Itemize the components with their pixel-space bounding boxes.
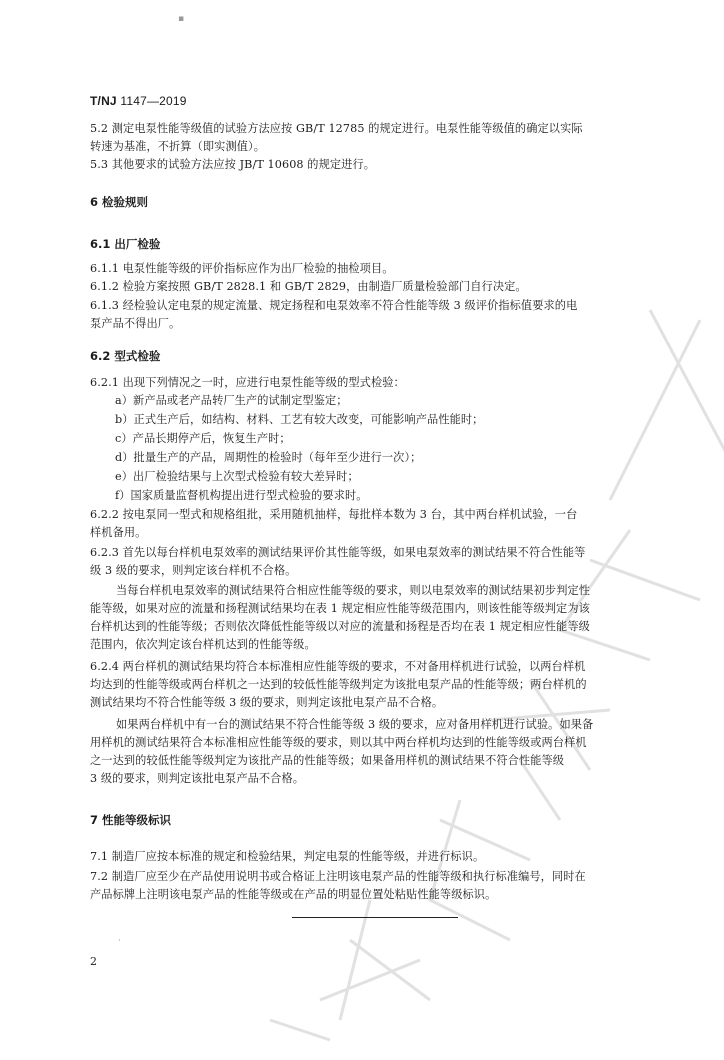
clause-7-2-line1: 7.2 制造厂应至少在产品使用说明书或合格证上注明该电泵产品的性能等级和执行标准编号，同时在 xyxy=(90,870,586,883)
scan-dot: · xyxy=(118,936,121,946)
list-item-a: a）新产品或老产品转厂生产的试制定型鉴定； xyxy=(115,394,348,407)
clause-6-2-3-line2: 级 3 级的要求，则判定该台样机不合格。 xyxy=(90,564,297,577)
list-item-d: d）批量生产的产品，周期性的检验时（每年至少进行一次）； xyxy=(115,451,422,464)
paragraph-2-line2: 用样机的测试结果符合本标准相应性能等级的要求，则以其中两台样机均达到的性能等级或两台样机 xyxy=(90,736,587,749)
list-item-c: c）产品长期停产后，恢复生产时； xyxy=(115,432,291,445)
clause-6-1-3-line1: 6.1.3 经检验认定电泵的规定流量、规定扬程和电泵效率不符合性能等级 3 级评价指标值要求的电 xyxy=(90,299,578,312)
section-6-heading: 6 检验规则 xyxy=(90,195,149,209)
paragraph-2-line3: 之一达到的较低性能等级判定为该批产品的性能等级；如果备用样机的测试结果不符合性能等级 xyxy=(90,754,565,767)
clause-6-1-1: 6.1.1 电泵性能等级的评价指标应作为出厂检验的抽检项目。 xyxy=(90,262,394,275)
paragraph-1-line3: 台样机达到的性能等级；否则依次降低性能等级以对应的流量和扬程是否均在表 1 规定相应性能等级 xyxy=(90,620,590,633)
clause-6-2-3-line1: 6.2.3 首先以每台样机电泵效率的测试结果评价其性能等级，如果电泵效率的测试结果不符合性能等 xyxy=(90,546,586,559)
section-6-2-heading: 6.2 型式检验 xyxy=(90,349,161,363)
list-item-f: f）国家质量监督机构提出进行型式检验的要求时。 xyxy=(115,489,368,502)
paragraph-2-line1: 如果两台样机中有一台的测试结果不符合性能等级 3 级的要求，应对备用样机进行试验。如果备 xyxy=(116,718,594,731)
paragraph-1-line1: 当每台样机电泵效率的测试结果符合相应性能等级的要求，则以电泵效率的测试结果初步判定性 xyxy=(116,584,591,597)
clause-6-2-4-line3: 测试结果均不符合性能等级 3 级的要求，则判定该批电泵产品不合格。 xyxy=(90,696,444,709)
clause-5-3: 5.3 其他要求的试验方法应按 JB/T 10608 的规定进行。 xyxy=(90,158,376,171)
standard-number: 1147—2019 xyxy=(120,94,187,108)
paragraph-1-line4: 范围内，依次判定该台样机达到的性能等级。 xyxy=(90,638,316,651)
clause-6-1-3-line2: 泵产品不得出厂。 xyxy=(90,317,181,330)
list-item-b: b）正式生产后，如结构、材料、工艺有较大改变，可能影响产品性能时； xyxy=(115,413,484,426)
list-item-e: e）出厂检验结果与上次型式检验有较大差异时； xyxy=(115,470,359,483)
clause-6-2-2-line2: 样机备用。 xyxy=(90,526,147,539)
standard-prefix: T/NJ xyxy=(90,94,117,108)
section-6-1-heading: 6.1 出厂检验 xyxy=(90,237,161,251)
clause-6-2-4-line1: 6.2.4 两台样机的测试结果均符合本标准相应性能等级的要求，不对备用样机进行试验，以两台样机 xyxy=(90,660,586,673)
clause-6-2-4-line2: 均达到的性能等级或两台样机之一达到的较低性能等级判定为该批电泵产品的性能等级；两台样机的 xyxy=(90,678,587,691)
section-7-heading: 7 性能等级标识 xyxy=(90,813,172,827)
paragraph-1-line2: 能等级，如果对应的流量和扬程测试结果均在表 1 规定相应性能等级范围内，则该性能等级判定为该 xyxy=(90,602,590,615)
paragraph-2-line4: 3 级的要求，则判定该批电泵产品不合格。 xyxy=(90,772,305,785)
clause-5-2-line1: 5.2 测定电泵性能等级值的试验方法应按 GB/T 12785 的规定进行。电泵性能等级值的确定以实际 xyxy=(90,122,583,135)
clause-7-2-line2: 产品标牌上注明该电泵产品的性能等级或在产品的明显位置处粘贴性能等级标识。 xyxy=(90,888,497,901)
page-number: 2 xyxy=(90,955,97,968)
clause-6-1-2: 6.1.2 检验方案按照 GB/T 2828.1 和 GB/T 2829，由制造厂质量检验部门自行决定。 xyxy=(90,280,527,293)
standard-id xyxy=(90,94,187,108)
clause-5-2-line2: 转速为基准，不折算（即实测值）。 xyxy=(90,140,266,153)
end-rule xyxy=(292,917,458,918)
scan-dot: ▪ xyxy=(178,14,185,24)
clause-6-2-1: 6.2.1 出现下列情况之一时，应进行电泵性能等级的型式检验： xyxy=(90,376,405,389)
clause-6-2-2-line1: 6.2.2 按电泵同一型式和规格组批，采用随机抽样，每批样本数为 3 台，其中两台样机试验，一台 xyxy=(90,508,578,521)
clause-7-1: 7.1 制造厂应按本标准的规定和检验结果，判定电泵的性能等级，并进行标识。 xyxy=(90,850,485,863)
